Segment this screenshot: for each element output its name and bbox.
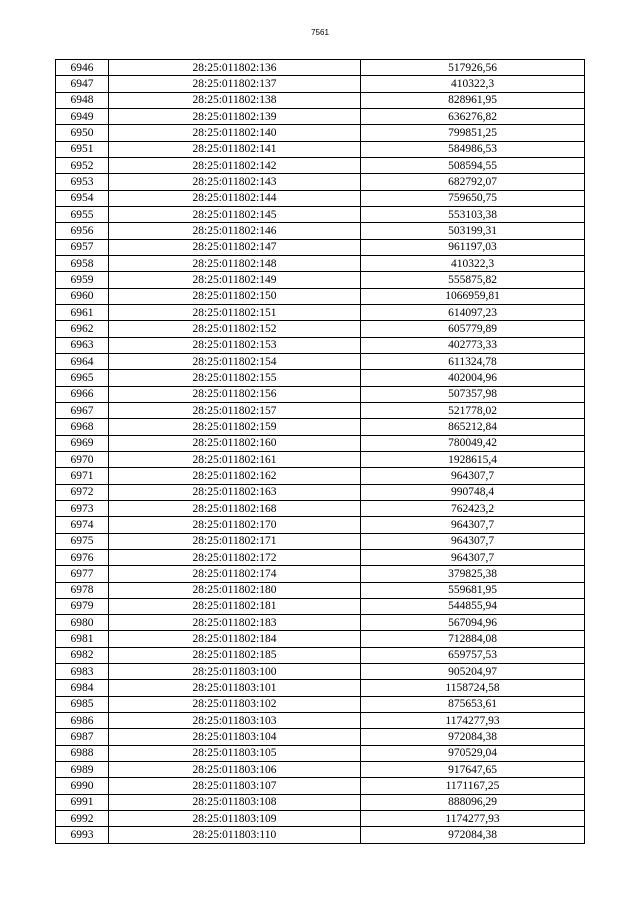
value-cell: 614097,23: [361, 304, 585, 320]
row-number-cell: 6965: [56, 370, 109, 386]
row-number-cell: 6955: [56, 206, 109, 222]
row-number-cell: 6950: [56, 125, 109, 141]
table-row: [56, 566, 585, 582]
table-row: [56, 794, 585, 810]
table-row: [56, 533, 585, 549]
cadastral-number-cell: 28:25:011802:145: [109, 206, 361, 222]
cadastral-number-cell: 28:25:011803:101: [109, 680, 361, 696]
table-row: [56, 713, 585, 729]
table-row: [56, 680, 585, 696]
value-cell: 917647,65: [361, 762, 585, 778]
row-number-cell: 6957: [56, 239, 109, 255]
value-cell: 379825,38: [361, 566, 585, 582]
cadastral-number-cell: 28:25:011802:153: [109, 337, 361, 353]
cadastral-number-cell: 28:25:011802:152: [109, 321, 361, 337]
row-number-cell: 6952: [56, 157, 109, 173]
value-cell: 1158724,58: [361, 680, 585, 696]
row-number-cell: 6989: [56, 762, 109, 778]
table-row: [56, 549, 585, 565]
row-number-cell: 6977: [56, 566, 109, 582]
row-number-cell: 6962: [56, 321, 109, 337]
table-row: [56, 402, 585, 418]
cadastral-number-cell: 28:25:011803:100: [109, 664, 361, 680]
row-number-cell: 6968: [56, 419, 109, 435]
row-number-cell: 6961: [56, 304, 109, 320]
row-number-cell: 6964: [56, 353, 109, 369]
cadastral-number-cell: 28:25:011802:159: [109, 419, 361, 435]
table-row: [56, 598, 585, 614]
value-cell: 1174277,93: [361, 811, 585, 827]
cadastral-number-cell: 28:25:011802:138: [109, 92, 361, 108]
value-cell: 972084,38: [361, 729, 585, 745]
cadastral-number-cell: 28:25:011802:146: [109, 223, 361, 239]
value-cell: 682792,07: [361, 174, 585, 190]
row-number-cell: 6946: [56, 60, 109, 76]
table-row: [56, 778, 585, 794]
cadastral-number-cell: 28:25:011802:139: [109, 108, 361, 124]
row-number-cell: 6953: [56, 174, 109, 190]
table-row: [56, 206, 585, 222]
cadastral-number-cell: 28:25:011802:143: [109, 174, 361, 190]
table-row: [56, 76, 585, 92]
row-number-cell: 6990: [56, 778, 109, 794]
row-number-cell: 6948: [56, 92, 109, 108]
value-cell: 964307,7: [361, 549, 585, 565]
cadastral-number-cell: 28:25:011802:171: [109, 533, 361, 549]
table-row: [56, 811, 585, 827]
row-number-cell: 6987: [56, 729, 109, 745]
table-row: [56, 647, 585, 663]
row-number-cell: 6971: [56, 468, 109, 484]
cadastral-number-cell: 28:25:011802:172: [109, 549, 361, 565]
cadastral-number-cell: 28:25:011802:148: [109, 255, 361, 271]
cadastral-number-cell: 28:25:011802:147: [109, 239, 361, 255]
value-cell: 402004,96: [361, 370, 585, 386]
cadastral-number-cell: 28:25:011802:185: [109, 647, 361, 663]
cadastral-number-cell: 28:25:011802:136: [109, 60, 361, 76]
value-cell: 410322,3: [361, 76, 585, 92]
table-row: [56, 125, 585, 141]
row-number-cell: 6963: [56, 337, 109, 353]
page-number: 7561: [311, 28, 329, 37]
value-cell: 605779,89: [361, 321, 585, 337]
row-number-cell: 6970: [56, 451, 109, 467]
table-row: [56, 255, 585, 271]
cadastral-number-cell: 28:25:011803:105: [109, 745, 361, 761]
value-cell: 410322,3: [361, 255, 585, 271]
value-cell: 517926,56: [361, 60, 585, 76]
value-cell: 780049,42: [361, 435, 585, 451]
row-number-cell: 6975: [56, 533, 109, 549]
value-cell: 611324,78: [361, 353, 585, 369]
row-number-cell: 6967: [56, 402, 109, 418]
cadastral-number-cell: 28:25:011802:180: [109, 582, 361, 598]
table-row: [56, 582, 585, 598]
table-row: [56, 321, 585, 337]
row-number-cell: 6992: [56, 811, 109, 827]
value-cell: 964307,7: [361, 533, 585, 549]
cadastral-number-cell: 28:25:011802:168: [109, 500, 361, 516]
cadastral-number-cell: 28:25:011802:161: [109, 451, 361, 467]
table-row: [56, 729, 585, 745]
value-cell: 659757,53: [361, 647, 585, 663]
row-number-cell: 6973: [56, 500, 109, 516]
table-row: [56, 337, 585, 353]
row-number-cell: 6983: [56, 664, 109, 680]
row-number-cell: 6986: [56, 713, 109, 729]
row-number-cell: 6956: [56, 223, 109, 239]
value-cell: 828961,95: [361, 92, 585, 108]
table-row: [56, 190, 585, 206]
cadastral-number-cell: 28:25:011802:151: [109, 304, 361, 320]
cadastral-number-cell: 28:25:011802:156: [109, 386, 361, 402]
value-cell: 1171167,25: [361, 778, 585, 794]
cadastral-number-cell: 28:25:011803:109: [109, 811, 361, 827]
value-cell: 402773,33: [361, 337, 585, 353]
table-row: [56, 288, 585, 304]
table-row: [56, 664, 585, 680]
table-row: [56, 827, 585, 843]
value-cell: 567094,96: [361, 615, 585, 631]
value-cell: 503199,31: [361, 223, 585, 239]
table-row: [56, 386, 585, 402]
value-cell: 799851,25: [361, 125, 585, 141]
row-number-cell: 6958: [56, 255, 109, 271]
row-number-cell: 6966: [56, 386, 109, 402]
row-number-cell: 6979: [56, 598, 109, 614]
row-number-cell: 6982: [56, 647, 109, 663]
row-number-cell: 6959: [56, 272, 109, 288]
cadastral-number-cell: 28:25:011802:162: [109, 468, 361, 484]
row-number-cell: 6985: [56, 696, 109, 712]
table-row: [56, 239, 585, 255]
cadastral-number-cell: 28:25:011803:104: [109, 729, 361, 745]
table-row: [56, 484, 585, 500]
value-cell: 521778,02: [361, 402, 585, 418]
table-row: [56, 615, 585, 631]
table-row: [56, 157, 585, 173]
cadastral-number-cell: 28:25:011803:103: [109, 713, 361, 729]
row-number-cell: 6976: [56, 549, 109, 565]
value-cell: 905204,97: [361, 664, 585, 680]
cadastral-number-cell: 28:25:011802:163: [109, 484, 361, 500]
value-cell: 759650,75: [361, 190, 585, 206]
cadastral-number-cell: 28:25:011802:157: [109, 402, 361, 418]
table-row: [56, 92, 585, 108]
value-cell: 972084,38: [361, 827, 585, 843]
value-cell: 712884,08: [361, 631, 585, 647]
value-cell: 584986,53: [361, 141, 585, 157]
row-number-cell: 6947: [56, 76, 109, 92]
row-number-cell: 6949: [56, 108, 109, 124]
table-row: [56, 419, 585, 435]
cadastral-number-cell: 28:25:011802:140: [109, 125, 361, 141]
value-cell: 990748,4: [361, 484, 585, 500]
cadastral-number-cell: 28:25:011803:102: [109, 696, 361, 712]
table-row: [56, 272, 585, 288]
value-cell: 875653,61: [361, 696, 585, 712]
row-number-cell: 6972: [56, 484, 109, 500]
value-cell: 970529,04: [361, 745, 585, 761]
value-cell: 559681,95: [361, 582, 585, 598]
table-row: [56, 223, 585, 239]
table-row: [56, 762, 585, 778]
cadastral-number-cell: 28:25:011802:184: [109, 631, 361, 647]
row-number-cell: 6969: [56, 435, 109, 451]
value-cell: 544855,94: [361, 598, 585, 614]
cadastral-number-cell: 28:25:011802:149: [109, 272, 361, 288]
cadastral-number-cell: 28:25:011802:142: [109, 157, 361, 173]
table-row: [56, 500, 585, 516]
cadastral-number-cell: 28:25:011803:107: [109, 778, 361, 794]
cadastral-number-cell: 28:25:011802:174: [109, 566, 361, 582]
row-number-cell: 6988: [56, 745, 109, 761]
value-cell: 762423,2: [361, 500, 585, 516]
cadastral-number-cell: 28:25:011802:183: [109, 615, 361, 631]
row-number-cell: 6984: [56, 680, 109, 696]
table-row: [56, 304, 585, 320]
value-cell: 865212,84: [361, 419, 585, 435]
value-cell: 1066959,81: [361, 288, 585, 304]
cadastral-number-cell: 28:25:011802:160: [109, 435, 361, 451]
cadastral-number-cell: 28:25:011802:181: [109, 598, 361, 614]
value-cell: 555875,82: [361, 272, 585, 288]
cadastral-number-cell: 28:25:011802:137: [109, 76, 361, 92]
row-number-cell: 6981: [56, 631, 109, 647]
cadastral-number-cell: 28:25:011802:141: [109, 141, 361, 157]
value-cell: 553103,38: [361, 206, 585, 222]
cadastral-number-cell: 28:25:011802:154: [109, 353, 361, 369]
row-number-cell: 6980: [56, 615, 109, 631]
value-cell: 1928615,4: [361, 451, 585, 467]
cadastral-number-cell: 28:25:011803:110: [109, 827, 361, 843]
table-row: [56, 435, 585, 451]
table-row: [56, 696, 585, 712]
table-row: [56, 745, 585, 761]
value-cell: 507357,98: [361, 386, 585, 402]
row-number-cell: 6978: [56, 582, 109, 598]
row-number-cell: 6993: [56, 827, 109, 843]
table-row: [56, 451, 585, 467]
table-row: [56, 60, 585, 76]
table-row: [56, 370, 585, 386]
cadastral-number-cell: 28:25:011802:170: [109, 517, 361, 533]
cadastral-number-cell: 28:25:011803:108: [109, 794, 361, 810]
value-cell: 508594,55: [361, 157, 585, 173]
table-row: [56, 517, 585, 533]
row-number-cell: 6991: [56, 794, 109, 810]
value-cell: 961197,03: [361, 239, 585, 255]
row-number-cell: 6974: [56, 517, 109, 533]
table-row: [56, 141, 585, 157]
value-cell: 888096,29: [361, 794, 585, 810]
value-cell: 1174277,93: [361, 713, 585, 729]
cadastral-number-cell: 28:25:011802:144: [109, 190, 361, 206]
row-number-cell: 6954: [56, 190, 109, 206]
value-cell: 964307,7: [361, 517, 585, 533]
table-row: [56, 108, 585, 124]
row-number-cell: 6951: [56, 141, 109, 157]
value-cell: 964307,7: [361, 468, 585, 484]
cadastral-number-cell: 28:25:011803:106: [109, 762, 361, 778]
row-number-cell: 6960: [56, 288, 109, 304]
cadastral-number-cell: 28:25:011802:150: [109, 288, 361, 304]
value-cell: 636276,82: [361, 108, 585, 124]
table-body: [56, 60, 585, 844]
table-row: [56, 631, 585, 647]
table-row: [56, 468, 585, 484]
table-row: [56, 174, 585, 190]
data-table: [55, 59, 585, 844]
cadastral-number-cell: 28:25:011802:155: [109, 370, 361, 386]
table-row: [56, 353, 585, 369]
